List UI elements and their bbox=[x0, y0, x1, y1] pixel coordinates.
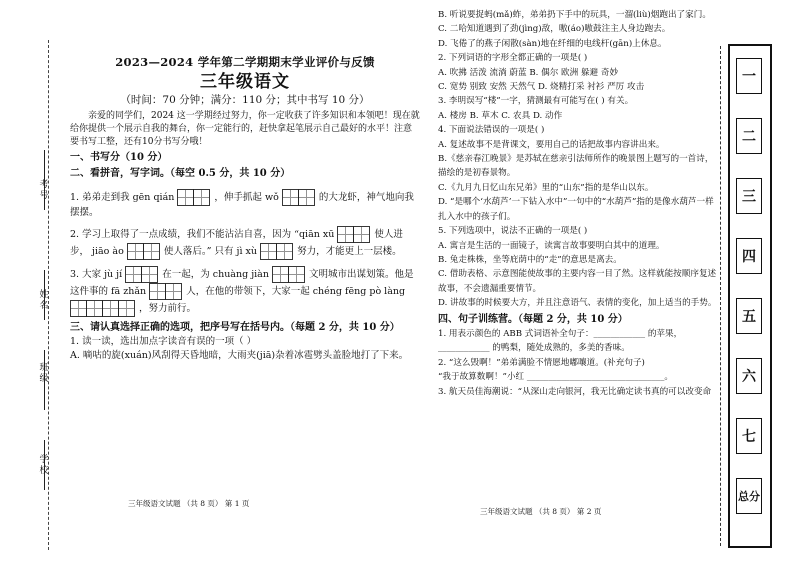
left-page bbox=[70, 55, 420, 363]
answer-grid[interactable] bbox=[338, 226, 370, 243]
right-line: 2. “这么毁啊！”弟弟满脸不情愿地嘟嚷道。(补充句子) bbox=[438, 357, 645, 368]
score-cell-3: 三 bbox=[736, 178, 762, 214]
right-line: D. “是哪个‘水葫芦’一下钻入水中”一句中的“水葫芦”指的是像水葫芦一样扎入水中的孩子们。 bbox=[438, 197, 714, 222]
answer-grid[interactable] bbox=[273, 266, 305, 283]
right-line: C. 借助表格、示意图能使故事的主要内容一目了然。这样就能按顺序复述故事，不会遗漏重要情节。 bbox=[438, 269, 717, 294]
exam-title: 2023—2024 学年第二学期期末学业评价与反馈 bbox=[115, 55, 375, 69]
section-pinyin: 二、看拼音，写字词。（每空 0.5 分，共 10 分） bbox=[70, 168, 291, 179]
right-line: B. 听说要捉蚂(mǎ)蚱，弟弟扔下手中的玩具，一溜(liù)烟跑出了家门。 bbox=[438, 10, 711, 20]
score-strip-dashed-line bbox=[720, 46, 721, 546]
section-handwriting: 一、书写分（10 分） bbox=[70, 152, 168, 163]
q3-text-a: 3. 大家 jù jí bbox=[70, 269, 123, 280]
right-line: B.《慈亲春江晚景》是苏轼在慈亲引法师所作的晚景图上题写的一首诗，描绘的是初春景物。 bbox=[438, 154, 714, 179]
label-class: 班级 bbox=[39, 363, 49, 384]
score-cell-4: 四 bbox=[736, 238, 762, 274]
right-line: 4. 下面说法错误的一项是( ) bbox=[438, 125, 545, 136]
label-exam-number: 考号 bbox=[39, 180, 49, 201]
q2-text-c: 使人落后。” 只有 jì xù bbox=[163, 246, 257, 257]
section-sentence-training: 四、句子训练营。（每题 2 分，共 10 分） bbox=[438, 313, 628, 325]
pinyin-question-3 bbox=[70, 266, 420, 317]
right-page bbox=[438, 8, 720, 399]
page-footer-right: 三年级语文试题 （共 8 页） 第 2 页 bbox=[480, 507, 602, 516]
q3-text-b: 在一起，为 chuàng jiàn bbox=[162, 269, 269, 280]
q2-text-b: 使人进步， jiāo ào bbox=[70, 229, 403, 257]
right-line: D. 讲故事的时候要大方，并且注意语气、表情的变化，加上适当的手势。 bbox=[438, 298, 717, 309]
mc-question-1: 1. 读一读，选出加点字读音有误的一项（ ） bbox=[70, 336, 257, 347]
time-info: （时间：70 分钟；满分：110 分；其中书写 10 分） bbox=[120, 94, 370, 106]
right-line: 2. 下列词语的字形全都正确的一项是( ) bbox=[438, 53, 588, 64]
right-line: C. 二哈知道遇到了劲(jìng)敌，嗷(áo)嗷鼓注主人身边跑去。 bbox=[438, 24, 671, 35]
page-footer-left: 三年级语文试题 （共 8 页） 第 1 页 bbox=[128, 499, 250, 508]
score-cell-6: 六 bbox=[736, 358, 762, 394]
q1-text-c: 的大龙虾，神气地向我摆摆。 bbox=[70, 192, 414, 218]
right-line: 5. 下列选项中，说法不正确的一项是( ) bbox=[438, 226, 588, 237]
q3-text-e: ，努力前行。 bbox=[139, 303, 197, 314]
pinyin-question-1 bbox=[70, 189, 420, 220]
right-line: A. 复述故事不是背课文，要用自己的话把故事内容讲出来。 bbox=[438, 139, 665, 150]
label-school: 学校 bbox=[39, 455, 49, 476]
right-line: A. 吹拂 活泼 流淌 蔚蓝 B. 偶尔 欧洲 躲避 奇妙 bbox=[438, 67, 619, 78]
label-name: 姓名 bbox=[39, 290, 49, 311]
intro-text: 亲爱的同学们，2024 这一学期经过努力，你一定收获了许多知识和本领吧！现在就给你提供一个展示自我的舞台，你一定能行的，赶快拿起笔展示自己最好的水平！注意要书写工整，还有10分书写分哦！ bbox=[70, 111, 420, 147]
score-cell-2: 二 bbox=[736, 118, 762, 154]
right-line: 1. 用表示颜色的 ABB 式词语补全句子：____________ 的苹果，____________ 的鸭梨，随处成熟的，多美的香味。 bbox=[438, 328, 683, 354]
subject-title: 三年级语文 bbox=[200, 72, 290, 92]
score-cell-1: 一 bbox=[736, 58, 762, 94]
binding-margin bbox=[0, 0, 60, 561]
q1-text-b: ，伸手抓起 wǒ bbox=[214, 192, 279, 203]
score-cell-5: 五 bbox=[736, 298, 762, 334]
right-line: 3. 李明误写“楼”一字，猜测最有可能写在( ) 有关。 bbox=[438, 96, 634, 107]
right-line: A. 寓言是生活的一面镜子，读寓言故事要明白其中的道理。 bbox=[438, 240, 665, 251]
answer-grid[interactable] bbox=[126, 266, 158, 283]
q3-text-c: 文明城市出谋划策。他是这件事的 fā zhǎn bbox=[70, 269, 414, 297]
right-line: 3. 航天员佳海潮说：“从深山走向银河，我无比确定读书真的可以改变命 bbox=[438, 386, 712, 397]
answer-grid[interactable] bbox=[128, 243, 160, 260]
q2-text-d: 努力，才能更上一层楼。 bbox=[297, 246, 402, 257]
score-cell-7: 七 bbox=[736, 418, 762, 454]
answer-grid[interactable] bbox=[71, 300, 135, 317]
answer-grid[interactable] bbox=[283, 189, 315, 206]
right-line: C. 宽势 别致 安然 天然气 D. 烧精打采 衬衫 严厉 攻击 bbox=[438, 82, 645, 93]
section-multiple-choice: 三、请认真选择正确的选项，把序号写在括号内。（每题 2 分，共 10 分） bbox=[70, 322, 400, 333]
q2-text-a: 2. 学习上取得了一点成绩，我们不能沾沾自喜，因为 “qiān xū bbox=[70, 229, 335, 240]
q1-text-a: 1. 弟弟走到我 gēn qián bbox=[70, 192, 175, 203]
answer-grid[interactable] bbox=[150, 283, 182, 300]
right-line: “我于故算数啊！”小红 ________________________________。 bbox=[438, 372, 673, 383]
pinyin-question-2 bbox=[70, 226, 420, 260]
answer-grid[interactable] bbox=[178, 189, 210, 206]
answer-grid[interactable] bbox=[261, 243, 293, 260]
right-line: B. 兔走株株，坐等庇荫中的“走”的意思是离去。 bbox=[438, 254, 622, 265]
right-line: D. 飞倦了的燕子闲散(sàn)地在纤细的电线杆(gān)上休息。 bbox=[438, 38, 667, 49]
q3-text-d: 人，在他的带领下，大家一起 chéng fēng pò làng bbox=[186, 286, 406, 297]
mc-question-1-option-a: A. 嘀咕的旋(xuán)风刮得天昏地暗，大雨夹(jiā)杂着冰雹劈头盖脸地打了下来。 bbox=[70, 350, 409, 361]
score-cell-total: 总分 bbox=[736, 478, 762, 514]
right-line: C.《九月九日忆山东兄弟》里的“山东”指的是华山以东。 bbox=[438, 182, 654, 193]
right-line: A. 楼房 B. 草木 C. 农具 D. 动作 bbox=[438, 110, 563, 121]
score-strip bbox=[728, 44, 772, 548]
